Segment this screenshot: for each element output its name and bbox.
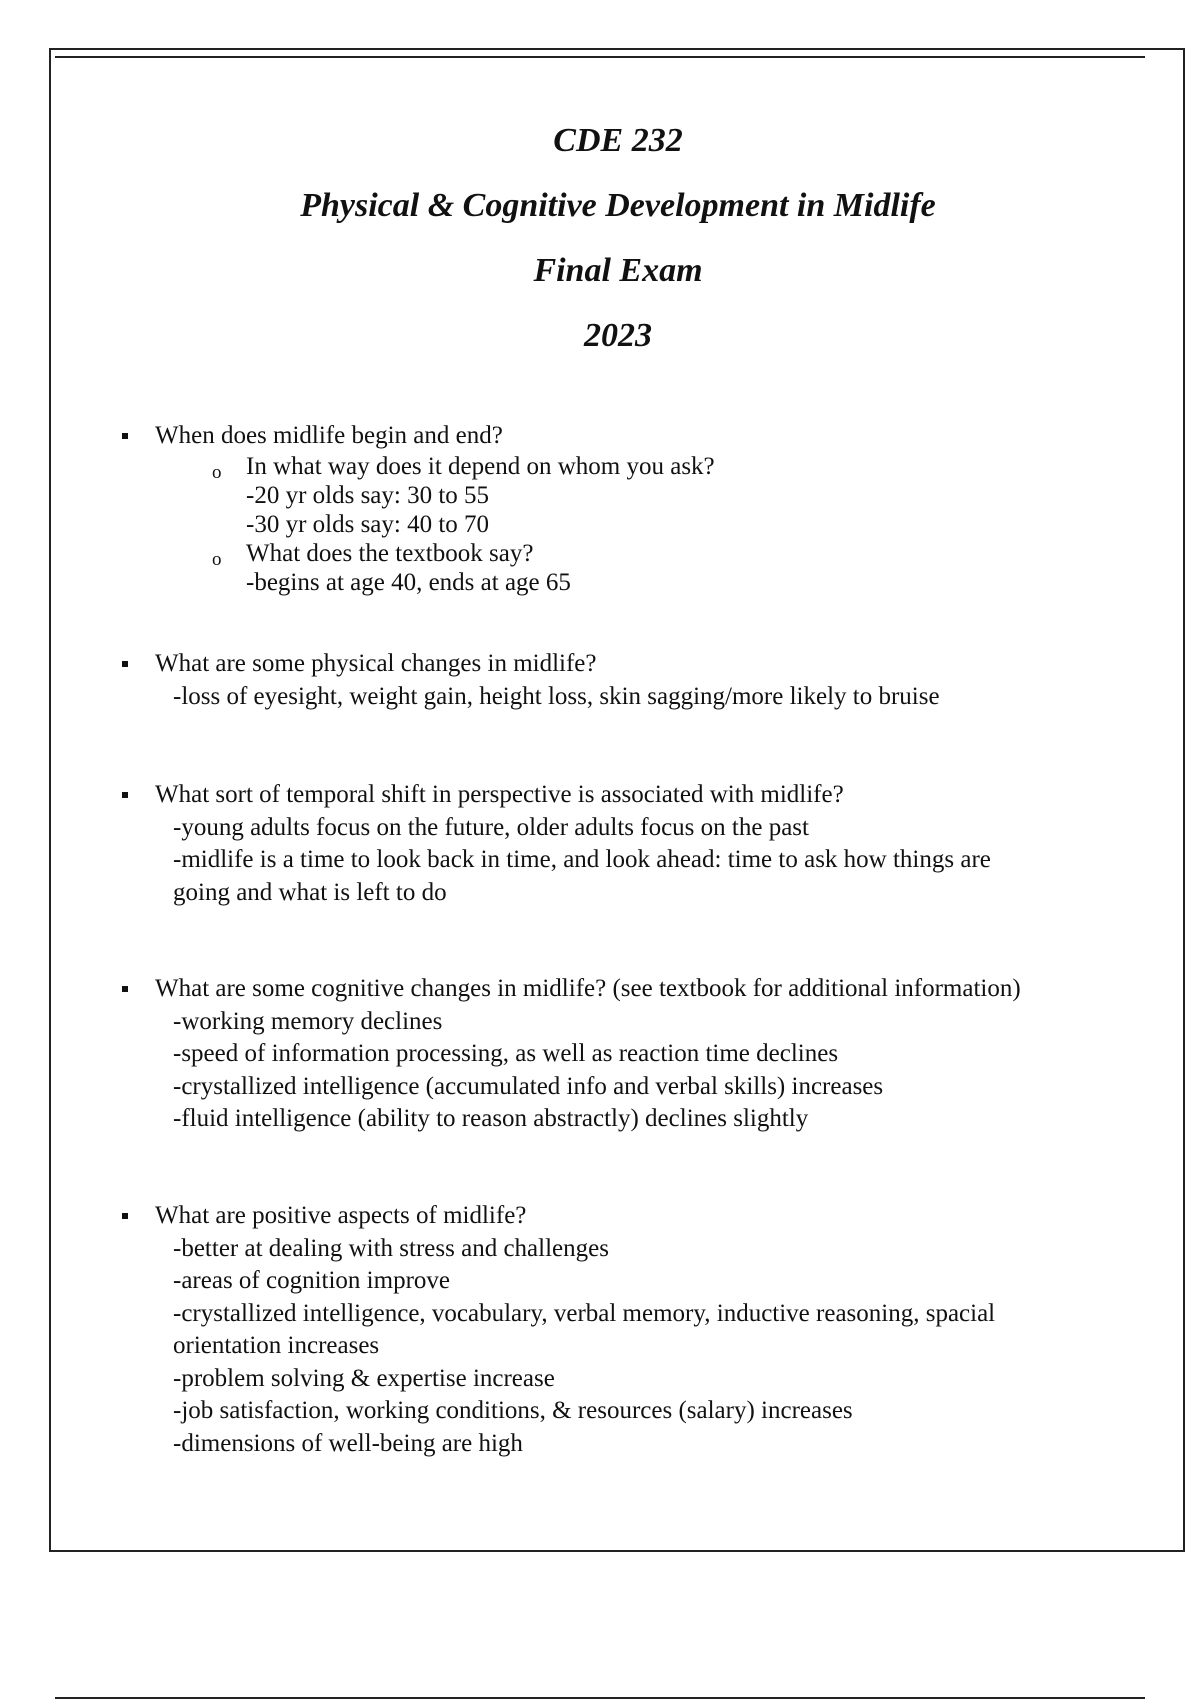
question-item xyxy=(0,973,1200,1136)
answer-line: -dimensions of well-being are high xyxy=(173,1429,523,1457)
exam-title: Final Exam xyxy=(533,252,703,289)
answer-line: -job satisfaction, working conditions, & resources (salary) increases xyxy=(173,1397,853,1424)
square-bullet-icon xyxy=(122,433,128,439)
question-item xyxy=(0,1200,1200,1460)
question-text: What are some physical changes in midlife? xyxy=(155,650,597,677)
square-bullet-icon xyxy=(122,986,128,992)
question-text: What are some cognitive changes in midlife? (see textbook for additional information) xyxy=(155,975,1021,1002)
answer-line: -30 yr olds say: 40 to 70 xyxy=(246,510,490,538)
question-text: What sort of temporal shift in perspective is associated with midlife? xyxy=(155,781,844,808)
subquestion xyxy=(0,540,1200,568)
question-item xyxy=(0,648,1200,713)
subquestion-text: In what way does it depend on whom you ask? xyxy=(246,452,715,480)
circle-bullet-icon: o xyxy=(212,461,222,483)
course-title: CDE 232 xyxy=(553,122,683,159)
answer-line: -20 yr olds say: 30 to 55 xyxy=(246,481,490,509)
square-bullet-icon xyxy=(122,661,128,667)
square-bullet-icon xyxy=(122,1213,128,1219)
answer-line: -crystallized intelligence, vocabulary, verbal memory, inductive reasoning, spacial xyxy=(173,1299,996,1327)
answer-line: -midlife is a time to look back in time, and look ahead: time to ask how things are xyxy=(173,846,991,873)
top-rule xyxy=(55,56,1145,58)
answer-line: -begins at age 40, ends at age 65 xyxy=(246,568,571,596)
answer-line: -speed of information processing, as well as reaction time declines xyxy=(173,1040,839,1067)
answer-line: -working memory declines xyxy=(173,1007,443,1035)
answer-line: -young adults focus on the future, older adults focus on the past xyxy=(173,813,809,841)
question-item xyxy=(0,420,1200,597)
answer-line: orientation increases xyxy=(173,1332,380,1359)
answer-line: -problem solving & expertise increase xyxy=(173,1364,555,1392)
course-subtitle: Physical & Cognitive Development in Midlife xyxy=(300,187,936,224)
circle-bullet-icon: o xyxy=(212,548,222,570)
exam-year: 2023 xyxy=(584,317,652,354)
answer-line: going and what is left to do xyxy=(173,878,447,906)
answer-line: -fluid intelligence (ability to reason abstractly) declines slightly xyxy=(173,1105,809,1132)
answer-line: -better at dealing with stress and challenges xyxy=(173,1234,609,1262)
question-item xyxy=(0,779,1200,909)
bottom-rule xyxy=(55,1697,1145,1699)
subquestion xyxy=(0,453,1200,481)
square-bullet-icon xyxy=(122,792,128,798)
subquestion-text: What does the textbook say? xyxy=(246,539,534,567)
answer-line: -areas of cognition improve xyxy=(173,1267,450,1294)
title-block xyxy=(0,118,1200,378)
answer-line: -crystallized intelligence (accumulated info and verbal skills) increases xyxy=(173,1072,884,1100)
question-text: What are positive aspects of midlife? xyxy=(155,1202,527,1229)
question-text: When does midlife begin and end? xyxy=(155,422,503,449)
answer-line: -loss of eyesight, weight gain, height loss, skin sagging/more likely to bruise xyxy=(173,682,940,710)
